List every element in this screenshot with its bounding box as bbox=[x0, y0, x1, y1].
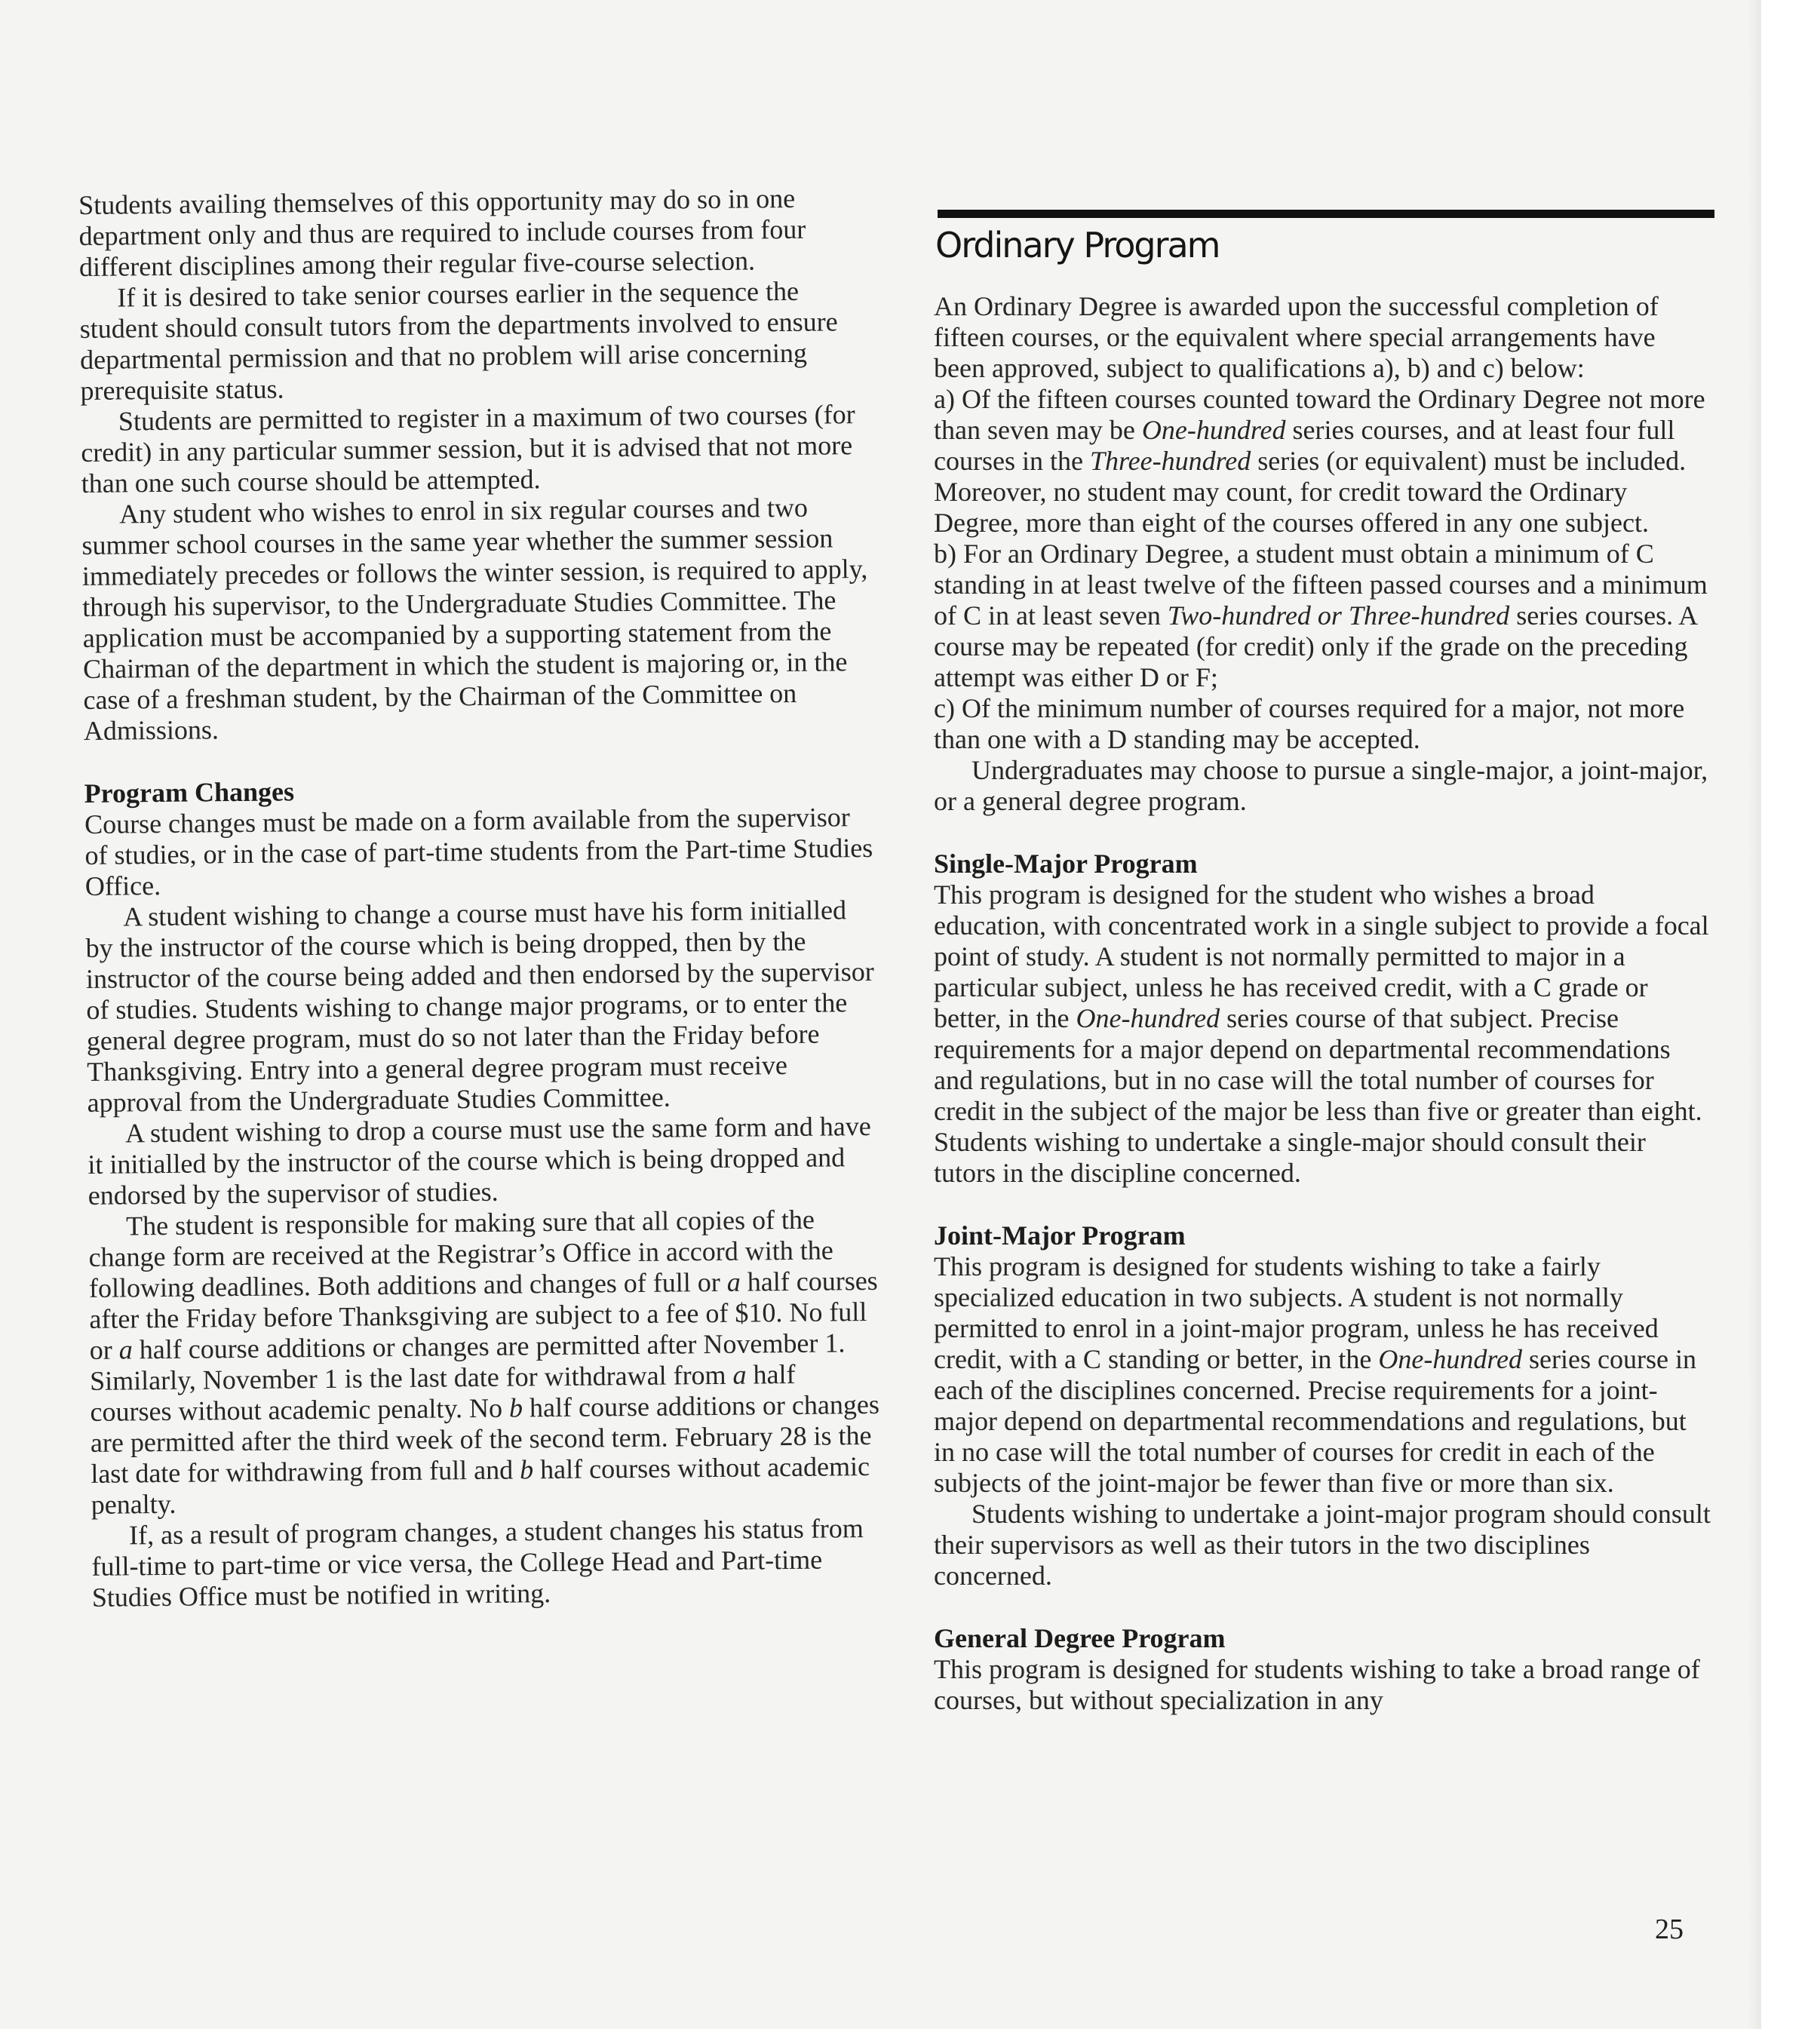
left-column bbox=[78, 183, 884, 1613]
heading-general-degree: General Degree Program bbox=[934, 1623, 1226, 1653]
qualification-a-text-2: series courses, and at least four full courses in the bbox=[934, 415, 1675, 476]
joint-major-italic-1: One-hundred bbox=[1378, 1344, 1523, 1374]
qualification-a-text-3: series (or equivalent) must be included. Moreover, no student may count, for credit toward the Ordinary Degree, more than eight of the courses offered in any one subject. bbox=[934, 446, 1687, 538]
paragraph-opportunity: Students availing themselves of this opportunity may do so in one department only and thus are required to include courses from four different disciplines among their regular five-course selection. bbox=[78, 183, 806, 282]
deadlines-italic-a2: a bbox=[118, 1334, 133, 1365]
single-major-text-1: This program is designed for the student who wishes a broad education, with concentrated work in a single subject to provide a focal point of study. A student is not normally permitted to major in a particular subject, unless he has received credit, with a C grade or better, in the bbox=[934, 879, 1709, 1033]
deadlines-italic-b2: b bbox=[519, 1454, 534, 1485]
qualification-c: c) Of the minimum number of courses required for a major, not more than one with a D standing may be accepted. bbox=[934, 693, 1685, 754]
paragraph-six-courses: Any student who wishes to enrol in six regular courses and two summer school courses in the same year whether the summer session immediately precedes or follows the winter session, is required to apply, through his supervisor, to the Undergraduate Studies Committee. The application must be accompanied by a supporting statement from the Chairman of the department in which the student is majoring or, in the case of a freshman student, by the Chairman of the Committee on Admissions. bbox=[81, 492, 868, 746]
qualification-a-italic-1: One-hundred bbox=[1141, 415, 1286, 445]
joint-major-text-1: This program is designed for students wishing to take a fairly specialized education in two subjects. A student is not normally permitted to enrol in a joint-major program, unless he has received credit, with a C standing or better, in the bbox=[934, 1251, 1659, 1374]
qualification-b bbox=[934, 539, 1711, 693]
heading-program-changes: Program Changes bbox=[84, 776, 295, 809]
deadlines-italic-b1: b bbox=[508, 1392, 523, 1423]
qualification-a-text-1: a) Of the fifteen courses counted toward the Ordinary Degree not more than seven may be bbox=[934, 384, 1705, 445]
paragraph-senior-courses: If it is desired to take senior courses earlier in the sequence the student should consult tutors from the departments involved to ensure departmental permission and that no problem will arise concerning prerequisite status. bbox=[79, 275, 838, 406]
heading-single-major: Single-Major Program bbox=[934, 849, 1198, 879]
joint-major-text-2: series course in each of the disciplines concerned. Precise requirements for a joint-major depend on departmental recommendations and regulations, but in no case will the total number of courses for credit in each of the subjects of the joint-major be fewer than five or more than six. bbox=[934, 1344, 1696, 1498]
deadlines-text-6: half courses without academic penalty. bbox=[91, 1451, 870, 1520]
paragraph-course-changes: Course changes must be made on a form available from the supervisor of studies, or in the case of part-time students from the Part-time Studies Office. bbox=[84, 802, 873, 901]
paragraph-single-major bbox=[934, 879, 1711, 1189]
deadlines-text-2: half courses after the Friday before Thanksgiving are subject to a fee of $10. No full or bbox=[89, 1265, 878, 1365]
paragraph-general-degree: This program is designed for students wishing to take a broad range of courses, but without specialization in any bbox=[934, 1654, 1700, 1715]
deadlines-italic-a1: a bbox=[726, 1266, 741, 1297]
single-major-italic-1: One-hundred bbox=[1076, 1003, 1220, 1033]
qualification-a-italic-2: Three-hundred bbox=[1089, 446, 1251, 476]
deadlines-text-5: half course additions or changes are permitted after the third week of the second term. February 28 is the last date for withdrawing from full and bbox=[90, 1389, 880, 1489]
page-number: 25 bbox=[1655, 1914, 1684, 1945]
qualification-b-text-1: b) For an Ordinary Degree, a student must obtain a minimum of C standing in at least twelve of the fifteen passed courses and a minimum of C in at least seven bbox=[934, 539, 1708, 631]
paragraph-joint-major-advice: Students wishing to undertake a joint-major program should consult their supervisors as well as their tutors in the two disciplines concerned. bbox=[934, 1499, 1711, 1591]
heading-joint-major: Joint-Major Program bbox=[934, 1220, 1186, 1251]
paragraph-ordinary-intro: An Ordinary Degree is awarded upon the successful completion of fifteen courses, or the equivalent where special arrangements have been approved, subject to qualifications a), b) and c) below: bbox=[934, 291, 1659, 383]
section-rule bbox=[938, 210, 1714, 218]
qualification-b-italic-1: Two-hundred or Three-hundred bbox=[1167, 600, 1510, 631]
paragraph-status-change: If, as a result of program changes, a student changes his status from full-time to part-time or vice versa, the College Head and Part-time Studies Office must be notified in writing. bbox=[91, 1513, 864, 1613]
paragraph-change-course: A student wishing to change a course must have his form initialled by the instructor of the course which is being dropped, then by the instructor of the course being added and then endorsed by the supervisor of studies. Students wishing to change major programs, or to enter the general degree program, must do so not later than the Friday before Thanksgiving. Entry into a general degree program must receive approval from the Undergraduate Studies Committee. bbox=[85, 895, 874, 1118]
deadlines-text-3: half course additions or changes are permitted after November 1. Similarly, November 1 is the last date for withdrawal from bbox=[89, 1327, 846, 1396]
section-title: Ordinary Program bbox=[935, 225, 1220, 265]
paragraph-deadlines bbox=[88, 1204, 883, 1521]
qualification-a bbox=[934, 384, 1711, 539]
deadlines-text-4: half courses without academic penalty. No bbox=[90, 1358, 796, 1427]
paragraph-drop-course: A student wishing to drop a course must use the same form and have it initialled by the instructor of the course which is being dropped and endorsed by the supervisor of studies. bbox=[87, 1110, 871, 1211]
paragraph-summer-session: Students are permitted to register in a maximum of two courses (for credit) in any particular summer session, but it is advised that not more than one such course should be attempted. bbox=[81, 399, 855, 499]
deadlines-text-1: The student is responsible for making sure that all copies of the change form are received at the Registrar’s Office in accord with the following deadlines. Both additions and changes of full or bbox=[88, 1204, 833, 1303]
paragraph-undergraduates: Undergraduates may choose to pursue a single-major, a joint-major, or a general degree program. bbox=[934, 755, 1708, 816]
paragraph-joint-major bbox=[934, 1251, 1711, 1499]
single-major-text-2: series course of that subject. Precise requirements for a major depend on departmental recommendations and regulations, but in no case will the total number of courses for credit in the subject of the major be less than five or greater than eight. Students wishing to undertake a single-major should consult their tutors in the discipline concerned. bbox=[934, 1003, 1702, 1188]
qualification-b-text-2: series courses. A course may be repeated (for credit) only if the grade on the preceding attempt was either D or F; bbox=[934, 600, 1697, 692]
deadlines-italic-a3: a bbox=[732, 1359, 747, 1390]
right-column bbox=[934, 291, 1711, 1716]
